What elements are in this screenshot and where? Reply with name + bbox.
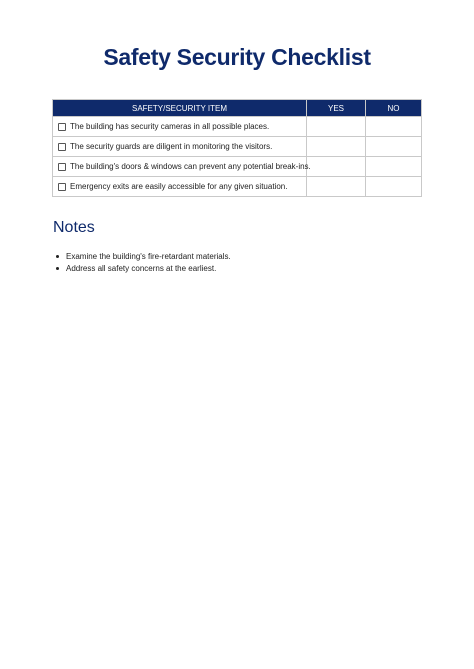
checkbox[interactable] <box>58 183 66 191</box>
table-row <box>53 157 422 177</box>
yes-cell[interactable] <box>307 117 366 137</box>
item-label: Emergency exits are easily accessible for any given situation. <box>70 182 288 191</box>
item-label: The building's doors & windows can prevent any potential break-ins. <box>70 162 311 171</box>
item-cell <box>53 117 307 137</box>
column-header-yes: YES <box>307 100 366 117</box>
no-cell[interactable] <box>366 157 422 177</box>
item-label: The building has security cameras in all possible places. <box>70 122 270 131</box>
column-header-no: NO <box>366 100 422 117</box>
yes-cell[interactable] <box>307 137 366 157</box>
note-text: Address all safety concerns at the earliest. <box>66 264 217 273</box>
column-header-item: SAFETY/SECURITY ITEM <box>53 100 307 117</box>
page-title: Safety Security Checklist <box>103 44 371 70</box>
checklist-table <box>52 99 422 197</box>
table-header-row <box>53 100 422 117</box>
table-row <box>53 177 422 197</box>
no-cell[interactable] <box>366 117 422 137</box>
bullet-icon <box>56 255 59 258</box>
table-row <box>53 117 422 137</box>
no-cell[interactable] <box>366 177 422 197</box>
no-cell[interactable] <box>366 137 422 157</box>
table-row <box>53 137 422 157</box>
notes-list <box>53 252 231 276</box>
checkbox[interactable] <box>58 163 66 171</box>
list-item <box>53 264 231 276</box>
checkbox[interactable] <box>58 123 66 131</box>
checkbox[interactable] <box>58 143 66 151</box>
yes-cell[interactable] <box>307 177 366 197</box>
bullet-icon <box>56 267 59 270</box>
item-cell <box>53 157 311 177</box>
yes-cell[interactable] <box>307 157 366 177</box>
list-item <box>53 252 231 264</box>
item-cell <box>53 137 307 157</box>
notes-heading: Notes <box>53 219 95 236</box>
note-text: Examine the building's fire-retardant materials. <box>66 252 231 261</box>
item-cell <box>53 177 307 197</box>
item-label: The security guards are diligent in monitoring the visitors. <box>70 142 273 151</box>
